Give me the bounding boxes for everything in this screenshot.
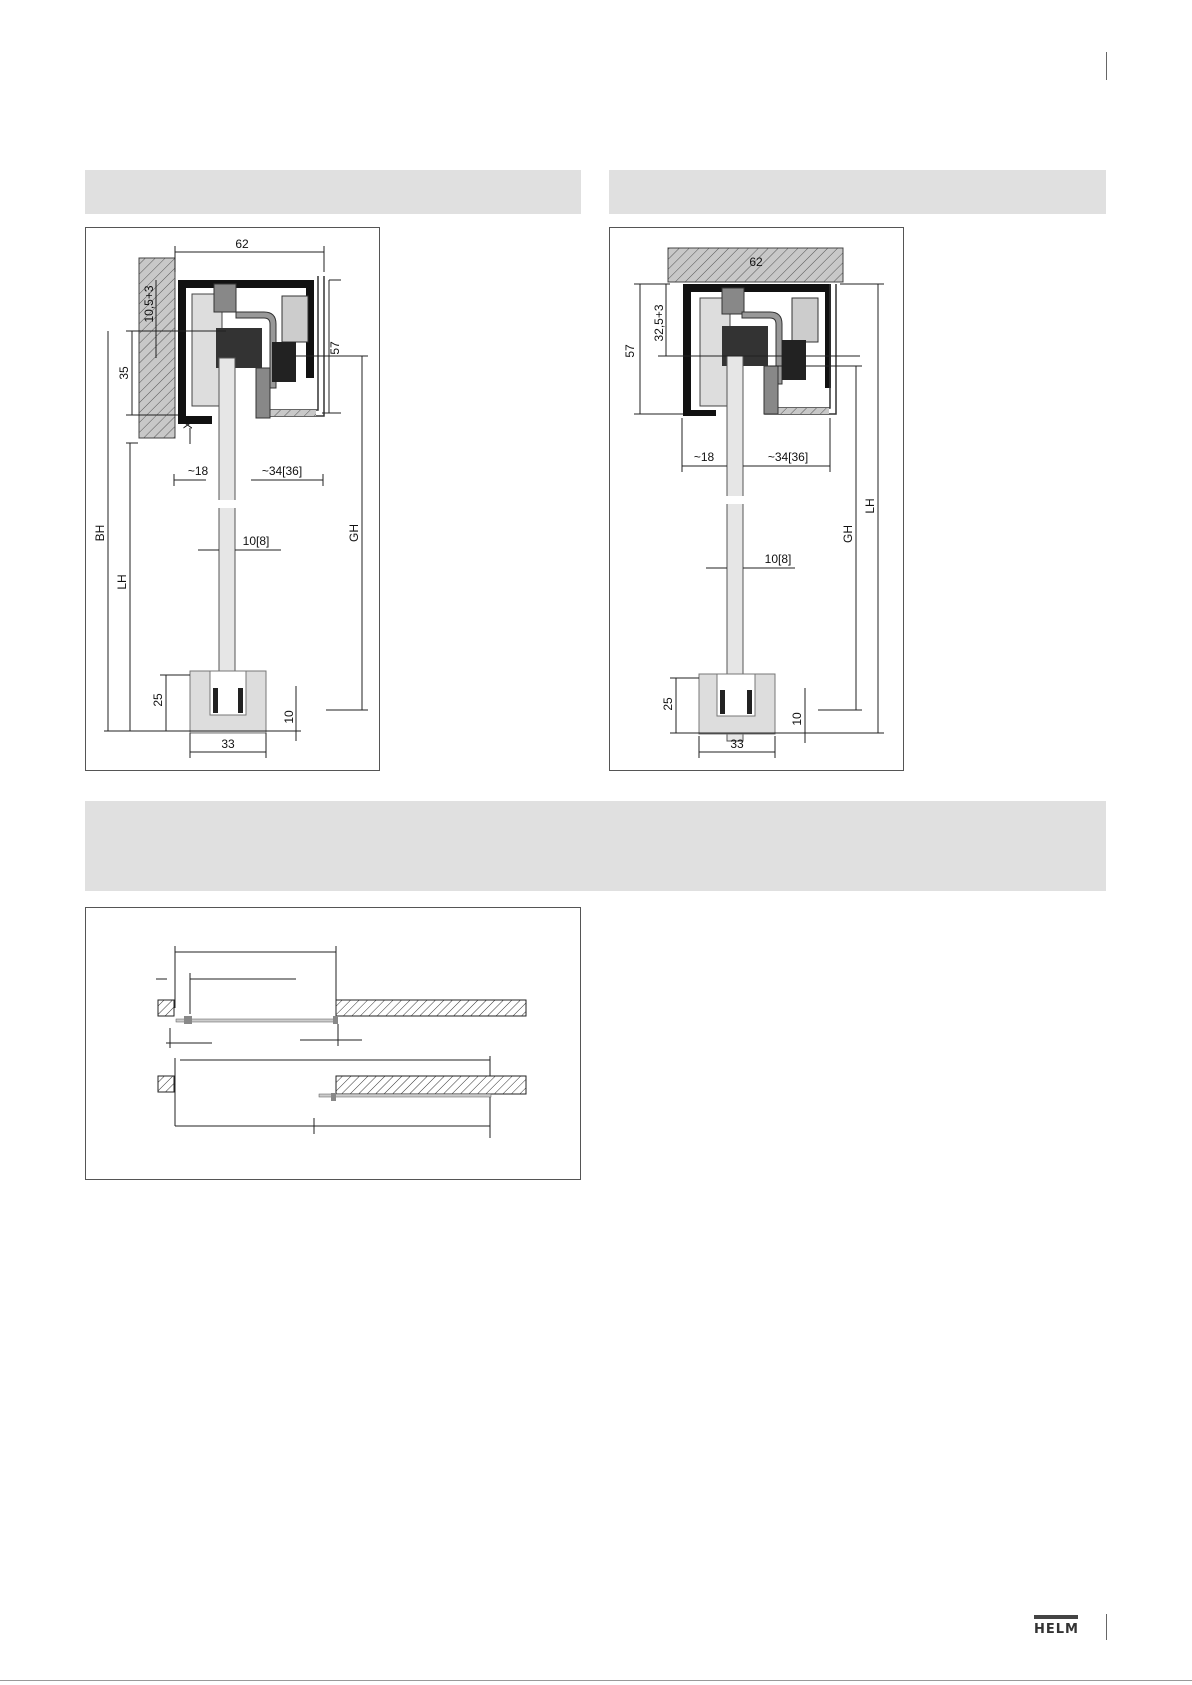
logo-text: HELM [1034,1622,1079,1637]
dim-floor-gap: 10 [790,712,804,726]
wall-upper [336,1000,526,1016]
dim-guide-height: 25 [151,693,165,707]
glass-panel [219,358,235,718]
wall-stub-lower [158,1076,174,1092]
roller [282,296,308,342]
dim-lh: LH [115,574,129,590]
wall-lower [336,1076,526,1094]
dim-right-clear: ~34[36] [767,450,809,464]
dim-guide-height: 25 [661,697,675,711]
glass-panel-lower [319,1094,491,1097]
glass-panel-upper [176,1019,336,1022]
page-marker-bottom [1106,1614,1107,1640]
technical-drawing-plan-view [85,907,581,1180]
section-header-left [85,170,581,214]
dim-top-gap: 32,5+3 [652,304,666,342]
footer-rule [0,1680,1192,1681]
page-marker-top [1106,52,1107,80]
ceiling-mount-section-svg [610,228,905,772]
logo-bar [1034,1615,1078,1619]
dim-offset-x: X [181,420,195,430]
dim-lh: LH [863,498,877,514]
dim-profile-height: 57 [328,341,342,355]
helm-logo [1034,1615,1078,1637]
dim-bh: BH [93,524,107,542]
wall-stub-upper [158,1000,174,1016]
dim-gh: GH [841,525,855,543]
dim-left-clear: ~18 [693,450,715,464]
wall-hatch [139,258,175,438]
dim-profile-height: 57 [623,344,637,358]
dim-top-gap: 10,5+3 [142,285,156,323]
dim-rail-depth: 35 [117,366,131,380]
dim-floor-gap: 10 [282,710,296,724]
technical-drawing-ceiling-mount [609,227,904,771]
plan-view-svg [86,908,582,1181]
section-header-right [609,170,1106,214]
technical-drawing-wall-mount [85,227,380,771]
dim-guide-width: 33 [730,737,744,751]
dim-guide-width: 33 [221,737,235,751]
dim-left-clear: ~18 [187,464,209,478]
section-header-wide [85,801,1106,891]
dim-top-width: 62 [749,255,763,269]
dim-top-width: 62 [235,237,249,251]
dim-right-clear: ~34[36] [261,464,303,478]
wall-mount-section-svg [86,228,381,772]
dim-glass: 10[8] [764,552,792,566]
dim-glass: 10[8] [242,534,270,548]
dim-gh: GH [347,524,361,542]
roller [792,298,818,342]
